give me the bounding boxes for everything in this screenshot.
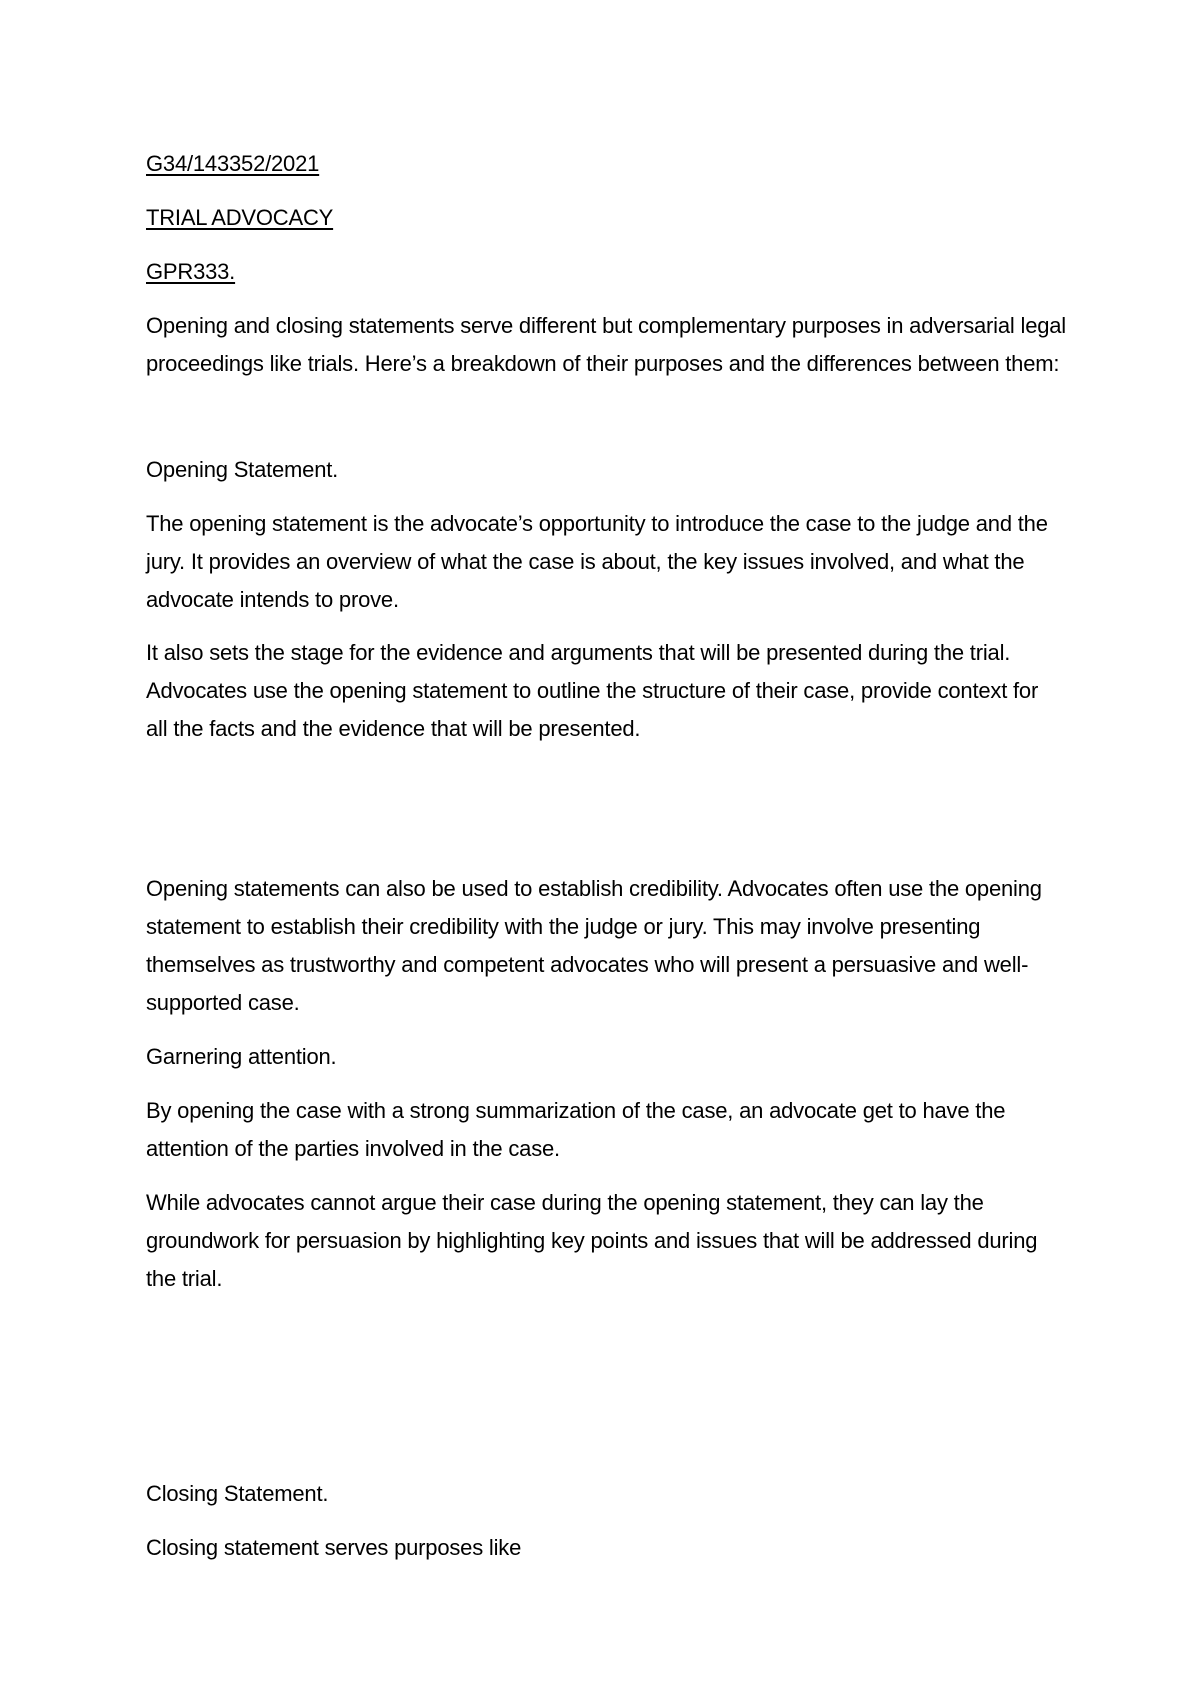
text-line: Advocates use the opening statement to outline the structure of their case, provide context for xyxy=(146,678,1039,703)
text-line: groundwork for persuasion by highlighting key points and issues that will be addressed during xyxy=(146,1228,1038,1253)
course-code: GPR333. xyxy=(146,259,236,284)
text-line: proceedings like trials. Here’s a breakdown of their purposes and the differences between them: xyxy=(146,351,1060,376)
text-line: jury. It provides an overview of what the case is about, the key issues involved, and what the xyxy=(146,549,1025,574)
text-line: The opening statement is the advocate’s opportunity to introduce the case to the judge and the xyxy=(146,511,1048,536)
text-line: It also sets the stage for the evidence and arguments that will be presented during the trial. xyxy=(146,640,1011,665)
text-line: advocate intends to prove. xyxy=(146,587,399,612)
text-line: supported case. xyxy=(146,990,300,1015)
text-line: the trial. xyxy=(146,1266,223,1291)
text-line: all the facts and the evidence that will be presented. xyxy=(146,716,641,741)
garnering-attention-subheading: Garnering attention. xyxy=(146,1044,337,1069)
text-line: By opening the case with a strong summarization of the case, an advocate get to have the xyxy=(146,1098,1006,1123)
text-line: attention of the parties involved in the case. xyxy=(146,1136,560,1161)
text-line: themselves as trustworthy and competent advocates who will present a persuasive and well- xyxy=(146,952,1029,977)
registration-number: G34/143352/2021 xyxy=(146,151,320,176)
opening-statement-heading: Opening Statement. xyxy=(146,457,339,482)
text-line: statement to establish their credibility with the judge or jury. This may involve presenting xyxy=(146,914,981,939)
text-line: While advocates cannot argue their case during the opening statement, they can lay the xyxy=(146,1190,984,1215)
text-line: Opening and closing statements serve different but complementary purposes in adversarial legal xyxy=(146,313,1066,338)
text-line: Opening statements can also be used to establish credibility. Advocates often use the opening xyxy=(146,876,1042,901)
closing-paragraph-1: Closing statement serves purposes like xyxy=(146,1535,522,1560)
course-title: TRIAL ADVOCACY xyxy=(146,205,334,230)
closing-statement-heading: Closing Statement. xyxy=(146,1481,329,1506)
